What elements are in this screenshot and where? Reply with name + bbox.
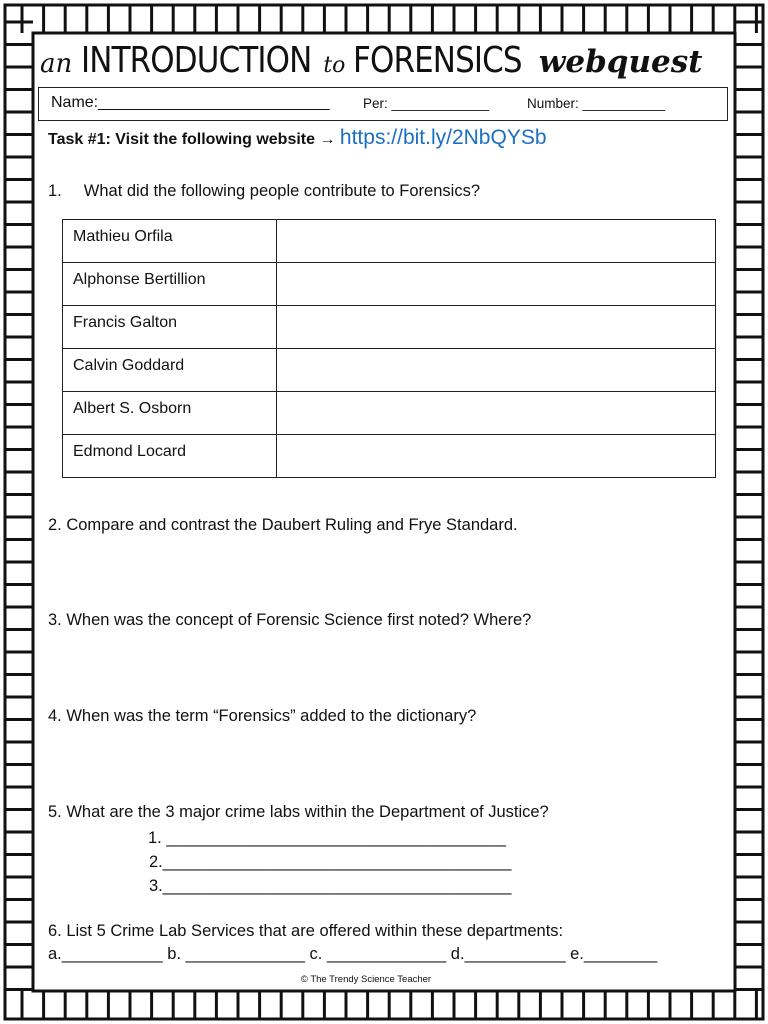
person-name: Albert S. Osborn (63, 392, 277, 435)
question-4: 4. When was the term “Forensics” added to the dictionary? (48, 707, 477, 725)
person-name: Francis Galton (63, 306, 277, 349)
question-1-number: 1. (48, 182, 62, 200)
answer-line[interactable]: 3.______________________________________ (149, 877, 512, 895)
table-row (63, 306, 716, 349)
title-webquest: webquest (538, 44, 703, 80)
table-row (63, 435, 716, 478)
copyright: © The Trendy Science Teacher (300, 974, 432, 985)
question-6: 6. List 5 Crime Lab Services that are offered within these departments: (48, 922, 564, 940)
table-row (63, 220, 716, 263)
answer-line[interactable]: 2.______________________________________ (149, 853, 512, 871)
question-1-text: What did the following people contribute to Forensics? (83, 182, 480, 200)
answer-line[interactable]: 1. _____________________________________ (148, 829, 506, 847)
task-1-link[interactable]: https://bit.ly/2NbQYSb (339, 126, 547, 149)
number-field[interactable]: Number: ___________ (527, 96, 666, 111)
contribution-cell[interactable] (277, 263, 716, 306)
worksheet (36, 34, 732, 990)
student-info-box (38, 87, 728, 121)
contribution-cell[interactable] (277, 392, 716, 435)
table-row (63, 263, 716, 306)
title-prefix: an (40, 49, 73, 79)
person-name: Alphonse Bertillion (63, 263, 277, 306)
contribution-cell[interactable] (277, 435, 716, 478)
task-1 (48, 126, 547, 150)
question-1 (48, 182, 480, 201)
question-5-answers (148, 826, 511, 898)
person-name: Mathieu Orfila (63, 220, 277, 263)
person-name: Edmond Locard (63, 435, 277, 478)
question-6-answers[interactable]: a.___________ b. _____________ c. _____________ d.___________ e.________ (48, 945, 658, 963)
task-1-label: Task #1: Visit the following website → (48, 131, 336, 148)
name-field[interactable]: Name:__________________________ (51, 94, 330, 111)
contributors-table (62, 219, 716, 478)
title-to: to (323, 53, 346, 78)
question-2: 2. Compare and contrast the Daubert Ruling and Frye Standard. (48, 516, 518, 534)
person-name: Calvin Goddard (63, 349, 277, 392)
contribution-cell[interactable] (277, 349, 716, 392)
page-title (40, 40, 730, 88)
contribution-cell[interactable] (277, 306, 716, 349)
table-row (63, 349, 716, 392)
question-3: 3. When was the concept of Forensic Science first noted? Where? (48, 611, 532, 629)
table-row (63, 392, 716, 435)
period-field[interactable]: Per: _____________ (363, 96, 490, 111)
title-introduction: INTRODUCTION (81, 40, 312, 81)
title-forensics: FORENSICS (352, 40, 522, 81)
question-5: 5. What are the 3 major crime labs within the Department of Justice? (48, 803, 549, 821)
contribution-cell[interactable] (277, 220, 716, 263)
